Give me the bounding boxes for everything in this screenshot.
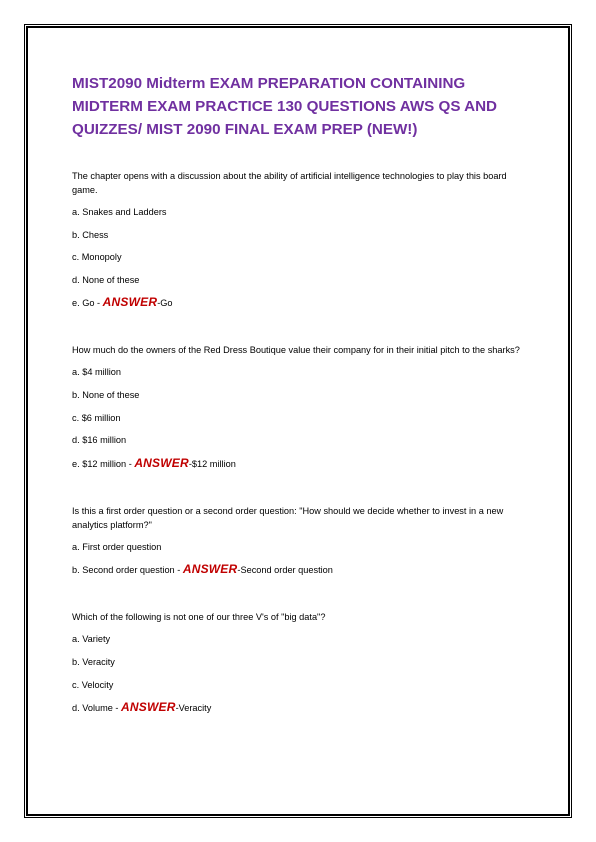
answer-option-with-answer <box>72 700 528 715</box>
answer-option: a. Variety <box>72 634 111 645</box>
answer-option: d. None of these <box>72 274 140 285</box>
answer-value: -$12 million <box>188 458 236 469</box>
answer-option-with-answer <box>72 295 528 310</box>
option-text: e. Go <box>72 298 95 309</box>
document-body <box>72 72 528 724</box>
answer-option: b. Chess <box>72 229 109 240</box>
question-block <box>72 504 528 578</box>
document-title: MIST2090 Midterm EXAM PREPARATION CONTAINING MIDTERM EXAM PRACTICE 130 QUESTIONS AWS QS AND QUIZZES/ MIST 2090 FINAL EXAM PREP (NEW!) <box>72 75 498 138</box>
answer-value: -Second order question <box>237 565 333 576</box>
answer-separator: - <box>126 458 135 469</box>
answer-separator: - <box>94 298 103 309</box>
answer-option: b. None of these <box>72 389 140 400</box>
answer-option: c. $6 million <box>72 412 121 423</box>
answer-option: c. Velocity <box>72 679 114 690</box>
question-text: Which of the following is not one of our three V's of "big data"? <box>72 612 326 623</box>
answer-option: a. $4 million <box>72 367 122 378</box>
question-text: Is this a first order question or a second order question: "How should we decide whether to invest in a new analytics platform?" <box>72 505 504 530</box>
answer-option: b. Veracity <box>72 656 115 667</box>
answer-separator: - <box>112 703 122 714</box>
answer-label: ANSWER <box>134 455 189 470</box>
question-block <box>72 343 528 470</box>
answer-label: ANSWER <box>102 295 158 310</box>
answer-value: -Go <box>157 298 173 309</box>
answer-option: d. $16 million <box>72 435 127 446</box>
option-text: d. Volume <box>72 703 113 714</box>
answer-label: ANSWER <box>121 700 176 715</box>
option-text: e. $12 million <box>72 458 127 469</box>
option-text: b. Second order question <box>72 565 175 576</box>
answer-option: c. Monopoly <box>72 252 122 263</box>
answer-option: a. First order question <box>72 541 162 552</box>
question-block <box>72 169 528 310</box>
answer-separator: - <box>174 565 183 576</box>
question-text: The chapter opens with a discussion about the ability of artificial intelligence technologies to play this board game. <box>72 171 507 195</box>
question-block <box>72 610 528 715</box>
question-text: How much do the owners of the Red Dress Boutique value their company for in their initial pitch to the sharks? <box>72 345 520 356</box>
answer-label: ANSWER <box>182 562 238 577</box>
answer-option-with-answer <box>72 562 528 577</box>
answer-value: -Veracity <box>175 703 212 714</box>
answer-option-with-answer <box>72 456 528 471</box>
answer-option: a. Snakes and Ladders <box>72 207 167 217</box>
